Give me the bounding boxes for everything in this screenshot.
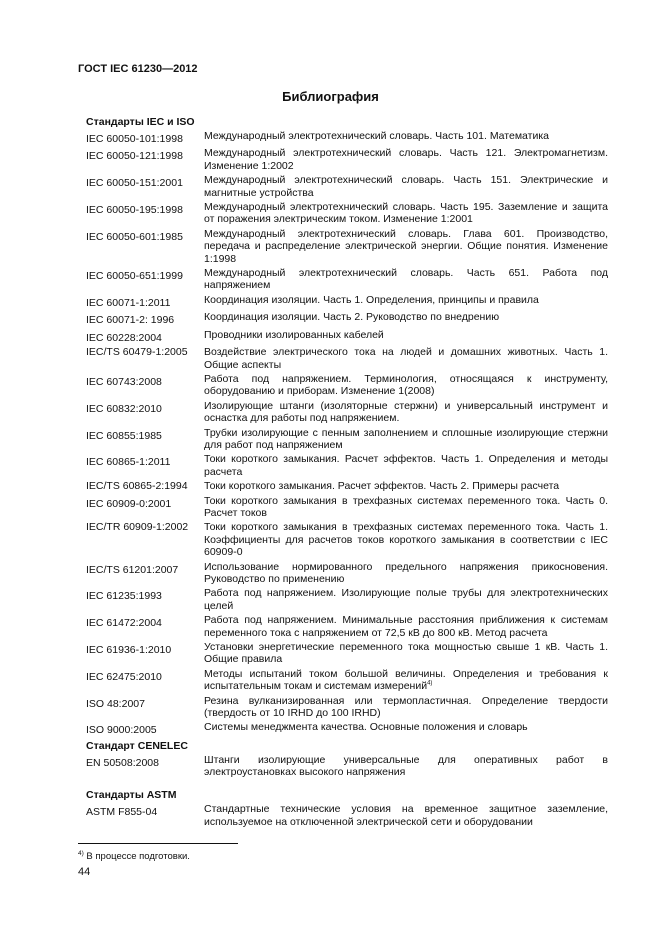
entry-text: Установки энергетические переменного тока мощностью свыше 1 кВ. Часть 1. Общие правила [204, 641, 608, 666]
bibliography-entry [86, 294, 608, 309]
entry-code: ISO 48:2007 [86, 697, 145, 710]
bibliography-entry [86, 453, 608, 478]
entry-text: Токи короткого замыкания. Расчет эффектов. Часть 2. Примеры расчета [204, 480, 560, 493]
entry-code: IEC 60865-1:2011 [86, 456, 171, 469]
bibliography-entry [86, 521, 608, 558]
entry-code: IEC 61235:1993 [86, 590, 162, 603]
entry-text: Международный электротехнический словарь. Глава 601. Производство, передача и распределение электрической энергии. Общие понятия. Изменение 1:1998 [204, 227, 608, 265]
bibliography-entry [86, 754, 608, 779]
entry-code: IEC 60228:2004 [86, 331, 162, 344]
entry-text: Штанги изолирующие универсальные для оперативных работ в электроустановках высокого напряжения [204, 753, 608, 779]
entry-text: Стандартные технические условия на временное защитное заземление, используемое на отключенной электрической сети и оборудовании [204, 802, 608, 828]
bibliography-entry [86, 427, 608, 452]
entry-code: IEC 60050-121:1998 [86, 150, 183, 163]
entry-text: Токи короткого замыкания. Расчет эффектов. Часть 1. Определения и методы расчета [204, 453, 608, 478]
bibliography-entry [86, 329, 608, 344]
footnote-mark: 4) [78, 850, 84, 857]
bibliography-entry [86, 201, 608, 226]
entry-code: IEC 60832:2010 [86, 402, 162, 415]
entry-text: Токи короткого замыкания в трехфазных системах переменного тока. Часть 1. Коэффициенты для расчетов токов короткого замыкания в соответствии с IEC 60909-0 [204, 521, 608, 559]
entry-code: EN 50508:2008 [86, 756, 159, 769]
entry-text: Международный электротехнический словарь. Часть 651. Работа под напряжением [204, 267, 608, 292]
bibliography-entry [86, 400, 608, 425]
bibliography-entry [86, 668, 608, 693]
section-heading-astm: Стандарты ASTM [86, 788, 177, 801]
entry-code: IEC 60050-151:2001 [86, 177, 183, 190]
entry-text: Международный электротехнический словарь. Часть 151. Электрические и магнитные устройства [204, 174, 608, 199]
entry-text: Работа под напряжением. Минимальные расстояния приближения к системам переменного тока с напряжением от 72,5 кВ до 800 кВ. Метод расчета [204, 614, 608, 639]
entry-text: Международный электротехнический словарь. Часть 121. Электромагнетизм. Изменение 1:2002 [204, 147, 608, 172]
entry-text [204, 668, 608, 693]
entry-text: Международный электротехнический словарь. Часть 195. Заземление и защита от поражения электрическим током. Изменение 1:2001 [204, 201, 608, 226]
entry-text: Использование нормированного предельного напряжения прикосновения. Руководство по применению [204, 560, 608, 585]
bibliography-entry [86, 495, 608, 520]
entry-code: ISO 9000:2005 [86, 724, 157, 737]
footnote-reference: 4) [427, 680, 433, 687]
entry-text: Проводники изолированных кабелей [204, 328, 384, 341]
entry-text: Воздействие электрического тока на людей и домашних животных. Часть 1. Общие аспекты [204, 346, 608, 371]
bibliography-entry [86, 346, 608, 371]
footnote-divider [78, 843, 238, 844]
bibliography-entry [86, 561, 608, 586]
bibliography-entry [86, 174, 608, 199]
bibliography-entry [86, 695, 608, 720]
entry-code: IEC 60050-651:1999 [86, 270, 183, 283]
bibliography-entry [86, 614, 608, 639]
entry-text: Международный электротехнический словарь. Часть 101. Математика [204, 130, 549, 142]
bibliography-entry [86, 480, 608, 492]
bibliography-entry [86, 147, 608, 172]
entry-code: ASTM F855-04 [86, 805, 158, 818]
entry-code: IEC 62475:2010 [86, 670, 162, 683]
entry-text: Координация изоляции. Часть 1. Определения, принципы и правила [204, 293, 539, 306]
entry-text: Работа под напряжением. Изолирующие полые трубы для электротехнических целей [204, 587, 608, 612]
entry-code: IEC/TS 60865-2:1994 [86, 480, 188, 493]
bibliography-list [86, 115, 608, 831]
entry-code: IEC 60050-101:1998 [86, 133, 183, 145]
entry-code: IEC 60743:2008 [86, 375, 162, 388]
entry-text: Изолирующие штанги (изоляторные стержни) и универсальный инструмент и оснастка для работы под напряжением. [204, 399, 608, 425]
footnote [78, 850, 190, 862]
entry-code: IEC 60071-1:2011 [86, 296, 171, 309]
entry-code: IEC 60071-2: 1996 [86, 314, 175, 327]
bibliography-entry [86, 228, 608, 265]
entry-code: IEC 60855:1985 [86, 429, 162, 442]
footnote-text: В процессе подготовки. [86, 851, 190, 863]
section-heading-cenelec: Стандарт CENELEC [86, 739, 188, 752]
entry-text: Токи короткого замыкания в трехфазных системах переменного тока. Часть 0. Расчет токов [204, 494, 608, 519]
entry-text: Работа под напряжением. Терминология, относящаяся к инструменту, оборудованию и приборам. Изменение 1(2008) [204, 372, 608, 398]
entry-text: Системы менеджмента качества. Основные положения и словарь [204, 721, 528, 734]
entry-text: Трубки изолирующие с пенным заполнением и сплошные изолирующие стержни для работ под напряжением [204, 426, 608, 451]
document-code: ГОСТ IEC 61230—2012 [78, 63, 198, 75]
entry-text: Координация изоляции. Часть 2. Руководство по внедрению [204, 311, 500, 324]
page-number: 44 [78, 866, 91, 878]
bibliography-entry [86, 130, 608, 145]
bibliography-entry [86, 373, 608, 398]
entry-code: IEC 61472:2004 [86, 617, 162, 630]
bibliography-entry [86, 587, 608, 612]
entry-code: IEC 60050-195:1998 [86, 204, 183, 217]
bibliography-entry [86, 721, 608, 736]
bibliography-entry [86, 803, 608, 829]
entry-code: IEC 60050-601:1985 [86, 230, 183, 243]
bibliography-entry [86, 267, 608, 292]
entry-code: IEC/TS 60479-1:2005 [86, 346, 188, 359]
section-heading-iec-iso: Стандарты IEC и ISO [86, 116, 195, 128]
bibliography-entry [86, 641, 608, 666]
entry-code: IEC 60909-0:2001 [86, 497, 172, 510]
entry-code: IEC/TR 60909-1:2002 [86, 521, 189, 534]
bibliography-entry [86, 311, 608, 326]
entry-code: IEC/TS 61201:2007 [86, 563, 179, 576]
entry-text-body: Методы испытаний током большой величины. Определения и требования к испытательным токам и системам измерений [204, 667, 608, 693]
entry-text: Резина вулканизированная или термопластичная. Определение твердости (твердость от 10 IRHD до 100 IRHD) [204, 694, 608, 720]
entry-code: IEC 61936-1:2010 [86, 644, 172, 657]
page-title: Библиография [282, 89, 379, 104]
